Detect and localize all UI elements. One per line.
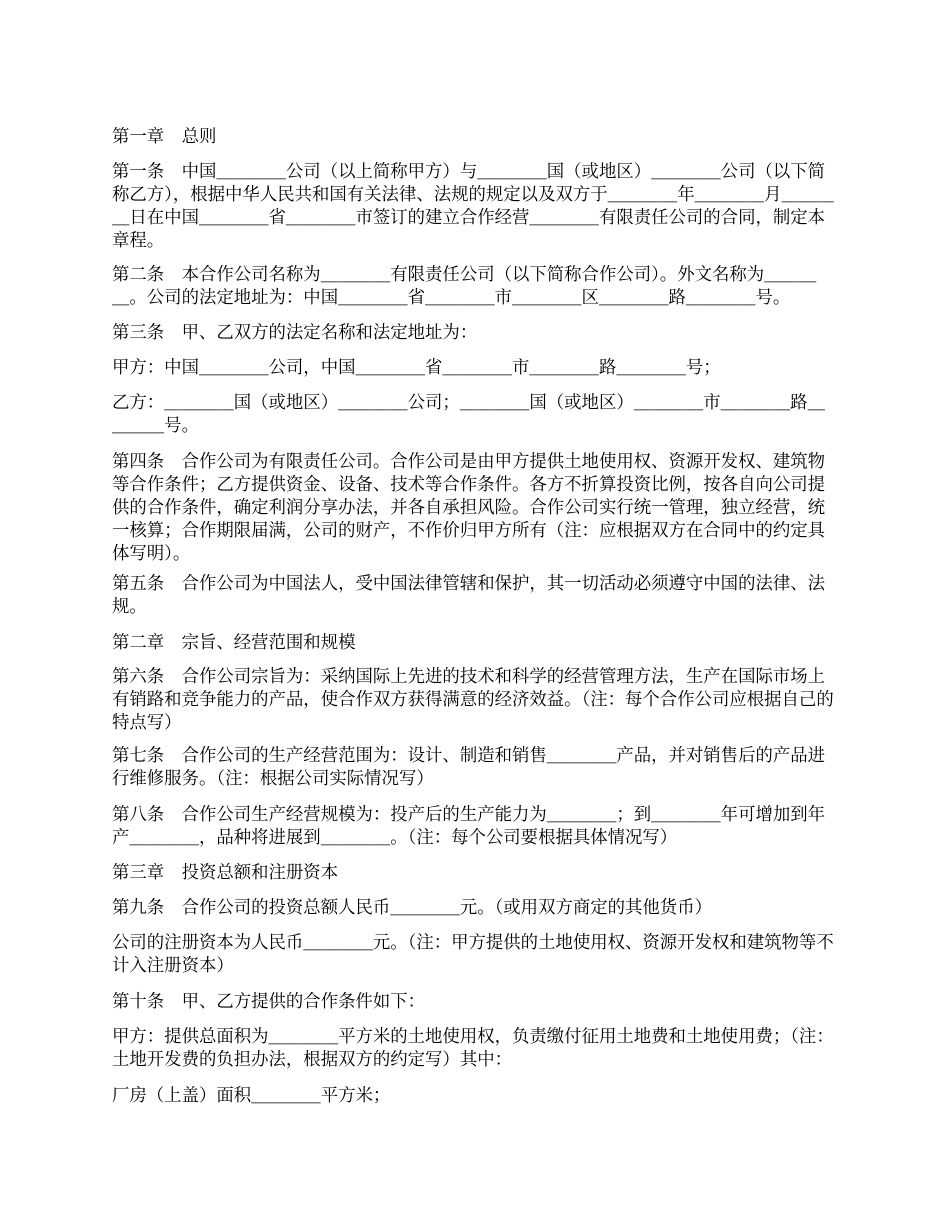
party-a-address: 甲方：中国＿＿＿＿公司，中国＿＿＿＿省＿＿＿＿市＿＿＿＿路＿＿＿＿号； <box>112 358 721 378</box>
factory-area: 厂房（上盖）面积＿＿＿＿平方米； <box>112 1086 391 1106</box>
article-6: 第六条 合作公司宗旨为：采纳国际上先进的技术和科学的经营管理方法，生产在国际市场上有销路和竞争能力的产品，使合作双方获得满意的经济效益。（注：每个合作公司应根据自己的特点写） <box>112 667 834 733</box>
article-8: 第八条 合作公司生产经营规模为：投产后的生产能力为＿＿＿＿；到＿＿＿＿年可增加到年产＿＿＿＿，品种将进展到＿＿＿＿。（注：每个公司要根据具体情况写） <box>112 805 826 848</box>
chapter-3-heading: 第三章 投资总额和注册资本 <box>112 863 339 883</box>
article-10: 第十条 甲、乙方提供的合作条件如下： <box>112 992 426 1012</box>
article-9: 第九条 合作公司的投资总额人民币＿＿＿＿元。（或用双方商定的其他货币） <box>112 898 712 918</box>
article-5: 第五条 合作公司为中国法人，受中国法律管辖和保护，其一切活动必须遵守中国的法律、法规。 <box>112 574 826 617</box>
chapter-2-heading: 第二章 宗旨、经营范围和规模 <box>112 633 356 653</box>
article-7: 第七条 合作公司的生产经营范围为：设计、制造和销售＿＿＿＿产品，并对销售后的产品进行维修服务。（注：根据公司实际情况写） <box>112 746 826 789</box>
party-b-address: 乙方：＿＿＿＿国（或地区）＿＿＿＿公司；＿＿＿＿国（或地区）＿＿＿＿市＿＿＿＿路＿＿＿＿号。 <box>112 393 826 436</box>
article-2: 第二条 本合作公司名称为＿＿＿＿有限责任公司（以下简称合作公司）。外文名称为＿＿＿＿。公司的法定地址为：中国＿＿＿＿省＿＿＿＿市＿＿＿＿区＿＿＿＿路＿＿＿＿号。 <box>112 265 817 308</box>
article-3: 第三条 甲、乙双方的法定名称和法定地址为： <box>112 323 478 343</box>
chapter-1-heading: 第一章 总则 <box>112 127 217 147</box>
article-1: 第一条 中国＿＿＿＿公司（以上简称甲方）与＿＿＿＿国（或地区）＿＿＿＿公司（以下简称乙方），根据中华人民共和国有关法律、法规的规定以及双方于＿＿＿＿年＿＿＿＿月＿＿＿＿日在中国＿＿＿＿省＿＿＿＿市签订的建立合作经营＿＿＿＿有限责任公司的合同，制定本章程。 <box>112 162 834 251</box>
article-4: 第四条 合作公司为有限责任公司。合作公司是由甲方提供土地使用权、资源开发权、建筑物等合作条件；乙方提供资金、设备、技术等合作条件。各方不折算投资比例，按各自向公司提供的合作条件，确定利润分享办法，并各自承担风险。合作公司实行统一管理，独立经营，统一核算；合作期限届满，公司的财产，不作价归甲方所有（注：应根据双方在合同中的约定具体写明）。 <box>112 452 826 564</box>
party-a-conditions: 甲方：提供总面积为＿＿＿＿平方米的土地使用权，负责缴付征用土地费和土地使用费；（注：土地开发费的负担办法，根据双方的约定写）其中： <box>112 1027 834 1070</box>
registered-capital: 公司的注册资本为人民币＿＿＿＿元。（注：甲方提供的土地使用权、资源开发权和建筑物等不计入注册资本） <box>112 933 834 976</box>
